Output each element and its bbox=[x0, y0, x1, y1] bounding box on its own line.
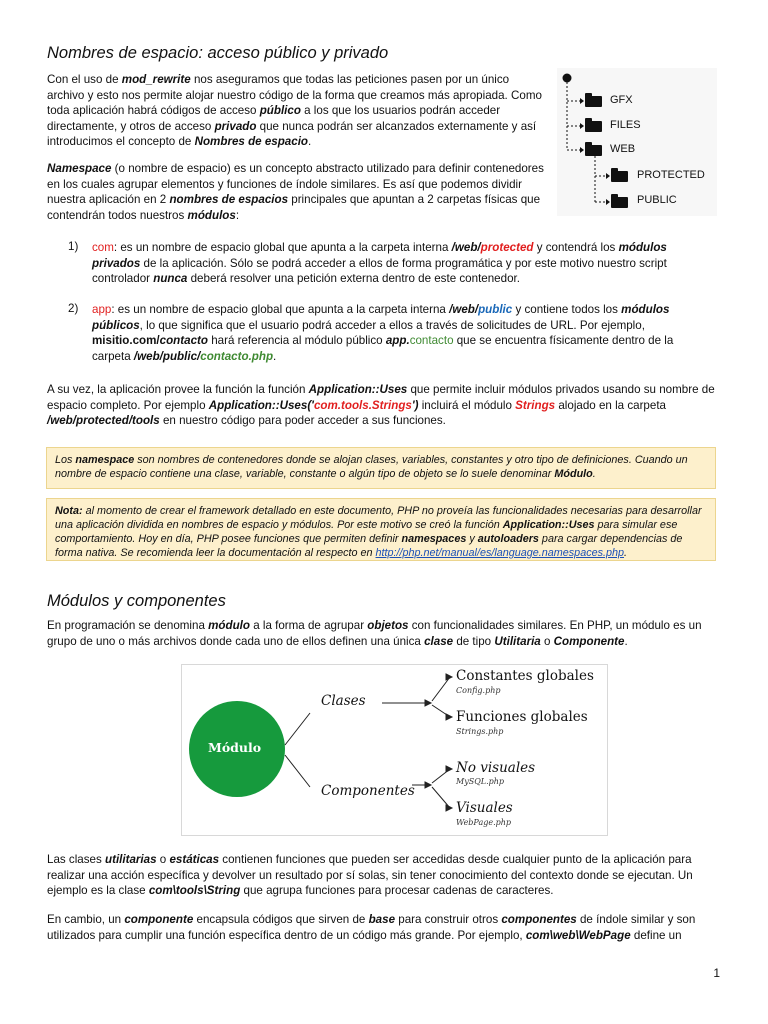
mysql-file: MySQL.php bbox=[456, 777, 504, 786]
php-docs-link[interactable]: http://php.net/manual/es/language.namespaces.php bbox=[375, 547, 625, 559]
section-title-namespaces: Nombres de espacio: acceso público y privado bbox=[47, 44, 389, 62]
module-label: Módulo bbox=[208, 740, 262, 755]
tree-gfx: GFX bbox=[610, 94, 633, 106]
folder-icon bbox=[585, 145, 602, 156]
utility-classes-paragraph: Las clases utilitarias o estáticas contienen funciones que pueden ser accedidas desde cualquier punto de la aplicación para realizar una acción específica y devolver un resultado por sí solas, sin tener conocimiento del contexto donde se ejecutan. Un ejemplo es la clase com\tools\String que agrupa funciones para procesar cadenas de caracteres. bbox=[47, 853, 693, 897]
list-number-2: 2) bbox=[68, 302, 79, 315]
tree-protected: PROTECTED bbox=[637, 169, 705, 181]
intro-paragraph: Con el uso de mod_rewrite nos aseguramos que todas las peticiones pasen por un único archivo y esto nos permite alojar nuestro código de la forma que creamos más apropiada. Como toda aplicación habrá códigos de acceso público a los que los usuarios podrán acceder directamente, y otros de acceso privado que nunca podrán ser alcanzados externamente y así introducimos el concepto de Nombres de espacio. bbox=[47, 73, 542, 148]
uses-paragraph: A su vez, la aplicación provee la función la función Application::Uses que permite incluir módulos privados usando su nombre de espacio completo. Por ejemplo Application::Uses('com.tools.Strings') incluirá el módulo Strings alojado en la carpeta /web/protected/tools en nuestro código para poder acceder a sus funciones. bbox=[47, 383, 715, 427]
components-label: Componentes bbox=[321, 783, 415, 799]
non-visual-label: No visuales bbox=[456, 760, 536, 776]
webpage-file: WebPage.php bbox=[456, 818, 512, 827]
list-item-app: app: es un nombre de espacio global que apunta a la carpeta interna /web/public y contiene todos los módulos públicos, lo que significa que el usuario podrá acceder a ellos a través de solicitudes de URL. Por ejemplo, misitio.com/contacto hará referencia al módulo público app.contacto que se encuentra físicamente dentro de la carpeta /web/public/contacto.php. bbox=[92, 303, 674, 363]
tree-public: PUBLIC bbox=[637, 194, 677, 206]
page-number: 1 bbox=[713, 966, 720, 980]
tree-web: WEB bbox=[610, 143, 636, 155]
components-paragraph: En cambio, un componente encapsula códigos que sirven de base para construir otros componentes de índole similar y son utilizados para cumplir una función específica dentro de un código más grande. Por ejemplo, com\web\WebPage define un bbox=[47, 913, 696, 942]
folder-icon bbox=[611, 171, 628, 182]
list-item-com: com: es un nombre de espacio global que apunta a la carpeta interna /web/protected y contendrá los módulos privados de la aplicación. Sólo se podrá acceder a ellos de forma programática y por este motivo nuestro script controlador nunca deberá resolver una petición externa dentro de este contenedor. bbox=[92, 241, 667, 285]
module-diagram bbox=[181, 664, 608, 836]
folder-icon bbox=[611, 197, 628, 208]
global-constants-label: Constantes globales bbox=[456, 668, 594, 684]
namespace-note: Los namespace son nombres de contenedores donde se alojan clases, variables, constantes y otro tipo de definiciones. Cuando un nombre de espacio contiene una clase, variable, constante o algún tipo de objeto se lo suele denominar Módulo. bbox=[46, 447, 716, 489]
folder-tree-figure bbox=[557, 68, 717, 216]
list-number-1: 1) bbox=[68, 240, 79, 253]
tree-files: FILES bbox=[610, 119, 641, 131]
folder-icon bbox=[585, 96, 602, 107]
config-file: Config.php bbox=[456, 686, 501, 695]
strings-file: Strings.php bbox=[456, 727, 504, 736]
modules-paragraph: En programación se denomina módulo a la forma de agrupar objetos con funcionalidades similares. En PHP, un módulo es un grupo de uno o más archivos donde cada uno de ellos definen una única clase de tipo Utilitaria o Componente. bbox=[47, 619, 702, 648]
visual-label: Visuales bbox=[456, 800, 513, 816]
section-title-modules: Módulos y componentes bbox=[47, 592, 226, 610]
namespace-paragraph: Namespace (o nombre de espacio) es un concepto abstracto utilizado para definir contenedores en los cuales agrupar elementos y funciones de índole similares. Es así que podemos dividir nuestra aplicación en 2 nombres de espacios principales que apuntan a 2 carpetas físicas que contendrán todos nuestros módulos: bbox=[47, 162, 544, 222]
classes-label: Clases bbox=[321, 693, 366, 709]
folder-icon bbox=[585, 121, 602, 132]
framework-note: Nota: al momento de crear el framework detallado en este documento, PHP no proveía las funcionalidades necesarias para desarrollar una aplicación dividida en nombres de espacio y módulos. Por este motivo se creó la función Application::Uses para simular ese comportamiento. Hoy en día, PHP posee funciones que permiten definir namespaces y autoloaders para cargar dependencias de forma nativa. Se recomienda leer la documentación al respecto en http://php.net/manual/es/language.namespaces.php. bbox=[46, 498, 716, 561]
global-functions-label: Funciones globales bbox=[456, 709, 588, 725]
